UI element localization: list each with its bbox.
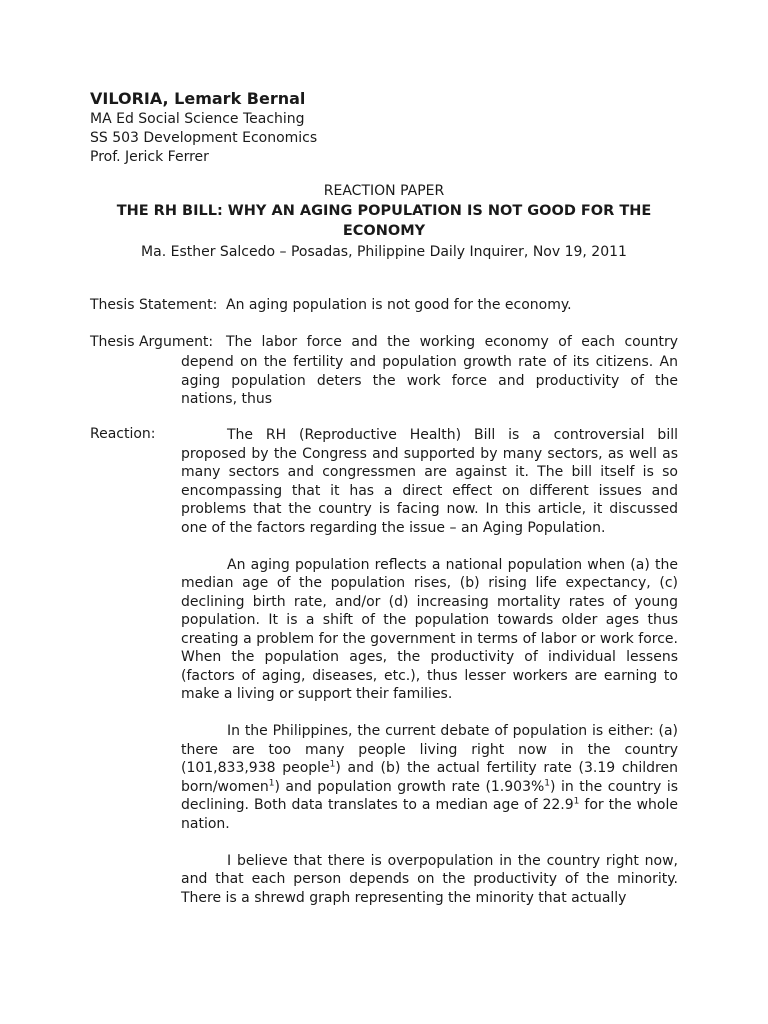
thesis-argument-text: depend on the fertility and population growth rate of its citizens. An aging population deters the work force and productivity of the nations, thus — [181, 354, 678, 407]
reaction-paragraph-3 — [181, 722, 678, 833]
thesis-argument-first-line: The labor force and the working economy of each country — [226, 334, 678, 350]
thesis-argument-label: Thesis Argument: — [90, 334, 214, 350]
reaction-paragraph-2: An aging population reflects a national population when (a) the median age of the population rises, (b) rising life expectancy, (c) declining birth rate, and/or (d) increasing mortality rates of young population. It is a shift of the population towards older ages thus creating a problem for the government in terms of labor or work force. When the population ages, the productivity of individual lessens (factors of aging, diseases, etc.), thus lesser workers are earning to make a living or support their families. — [181, 556, 678, 702]
reaction-paragraph-1: The RH (Reproductive Health) Bill is a controversial bill proposed by the Congress and supported by many sectors, as well as many sectors and congressmen are against it. The bill itself is so encompassing that it has a direct effect on different issues and problems that the country is facing now. In this article, it discussed one of the factors regarding the issue – an Aging Population. — [181, 427, 678, 536]
reaction-paragraph-4: I believe that there is overpopulation in the country right now, and that each person depends on the productivity of the minority. There is a shrewd graph representing the minority that actually — [181, 852, 678, 906]
author-header — [90, 88, 690, 167]
p3-text-c: ) and population growth rate (1.903% — [274, 778, 545, 795]
footnote-mark: 1 — [573, 796, 580, 807]
thesis-statement-text: An aging population is not good for the economy. — [226, 297, 572, 313]
footnote-mark: 1 — [329, 759, 336, 770]
footnote-mark: 1 — [268, 777, 275, 788]
course-name: SS 503 Development Economics — [90, 130, 318, 146]
paper-type: REACTION PAPER — [323, 183, 445, 199]
footnote-mark: 1 — [544, 777, 551, 788]
p3-text-d: ) in the country is declining. Both data translates to a median age of 22.9 — [181, 778, 678, 813]
title-block — [90, 181, 678, 263]
article-source: Ma. Esther Salcedo – Posadas, Philippine Daily Inquirer, Nov 19, 2011 — [141, 244, 627, 260]
paper-title-line-2: ECONOMY — [342, 223, 426, 239]
p3-text-a: In the Philippines, the current debate of population is either: (a) there are too many people living right now in the country (101,833,938 people — [181, 723, 678, 776]
professor-name: Prof. Jerick Ferrer — [90, 149, 209, 165]
p3-text-b: ) and (b) the actual fertility rate (3.19 children born/women — [181, 760, 678, 795]
p3-text-e: for the whole nation. — [181, 797, 678, 832]
reaction-body — [181, 426, 678, 926]
author-name: VILORIA, Lemark Bernal — [90, 89, 306, 108]
program-name: MA Ed Social Science Teaching — [90, 111, 305, 127]
thesis-statement — [90, 297, 678, 317]
thesis-statement-label: Thesis Statement: — [90, 297, 218, 313]
reaction-label: Reaction: — [90, 426, 156, 442]
paper-title-line-1: THE RH BILL: WHY AN AGING POPULATION IS NOT GOOD FOR THE — [116, 203, 652, 219]
thesis-argument — [90, 334, 678, 414]
